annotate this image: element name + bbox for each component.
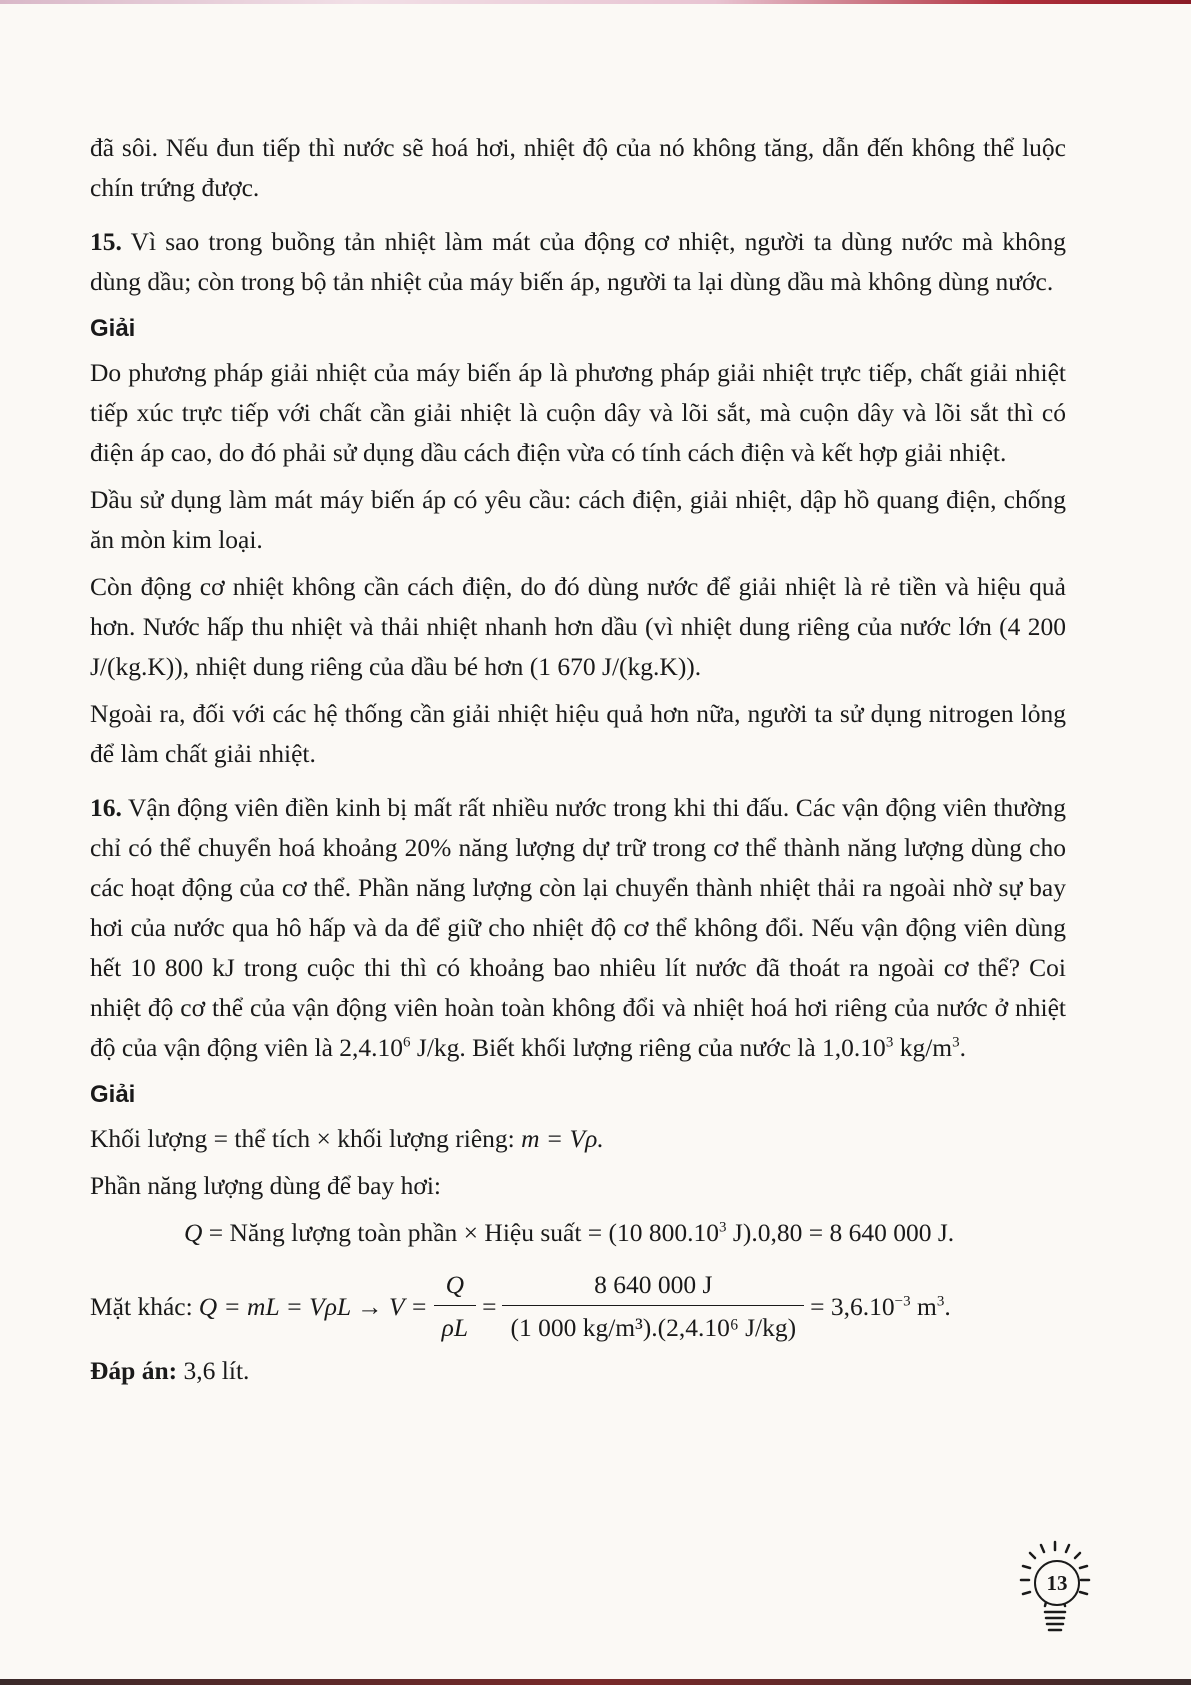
question-16 bbox=[90, 788, 1066, 1068]
exponent: 6 bbox=[403, 1034, 411, 1051]
eq1-body: = Năng lượng toàn phần × Hiệu suất = (10 800.10 bbox=[202, 1218, 720, 1247]
q15-paragraph: Ngoài ra, đối với các hệ thống cần giải nhiệt hiệu quả hơn nữa, người ta sử dụng nitrogen lỏng để làm chất giải nhiệt. bbox=[90, 699, 1066, 768]
question-15-number: 15. bbox=[90, 227, 122, 256]
eq1-lhs: Q bbox=[184, 1218, 203, 1247]
eq2-result bbox=[810, 1287, 951, 1327]
result-unit: m bbox=[910, 1292, 937, 1321]
question-15-text: Vì sao trong buồng tản nhiệt làm mát của động cơ nhiệt, người ta dùng nước mà không dùng dầu; còn trong bộ tản nhiệt của máy biến áp, người ta lại dùng dầu mà không dùng nước. bbox=[90, 227, 1066, 296]
answer-label: Đáp án: bbox=[90, 1356, 178, 1385]
eq1-tail: J).0,80 = 8 640 000 J. bbox=[726, 1218, 955, 1247]
fraction-numerator: Q bbox=[445, 1269, 465, 1299]
equation-energy bbox=[90, 1213, 1066, 1253]
fraction-denominator: ρL bbox=[434, 1305, 476, 1346]
top-decorative-strip bbox=[0, 0, 1191, 4]
question-16-text-mid: J/kg. Biết khối lượng riêng của nước là 1,0.10 bbox=[410, 1033, 886, 1062]
answer-line bbox=[90, 1351, 1066, 1391]
exponent: 3 bbox=[719, 1219, 727, 1236]
question-16-tail: . bbox=[959, 1033, 966, 1062]
result-end: . bbox=[944, 1292, 951, 1321]
energy-intro: Phần năng lượng dùng để bay hơi: bbox=[90, 1171, 441, 1200]
eq2-chain: Q = mL = VρL → V = bbox=[198, 1292, 428, 1321]
exponent: 3 bbox=[885, 1034, 894, 1051]
fraction-numeric bbox=[502, 1269, 804, 1346]
answer-value: 3,6 lít. bbox=[177, 1356, 250, 1385]
q15-paragraph: Do phương pháp giải nhiệt của máy biến áp là phương pháp giải nhiệt trực tiếp, chất giải nhiệt tiếp xúc trực tiếp với chất cần giải nhiệt là cuộn dây và lõi sắt, mà cuộn dây và lõi sắt thì có điện áp cao, do đó phải sử dụng dầu cách điện vừa có tính cách điện và kết hợp giải nhiệt. bbox=[90, 358, 1066, 467]
exponent: −3 bbox=[894, 1293, 911, 1310]
q15-solve-label: Giải bbox=[90, 315, 136, 342]
fraction-q-over-rhol bbox=[434, 1269, 476, 1346]
mass-text: Khối lượng = thể tích × khối lượng riêng: bbox=[90, 1124, 522, 1153]
q15-paragraph: Dầu sử dụng làm mát máy biến áp có yêu cầu: cách điện, giải nhiệt, dập hồ quang điện, chống ăn mòn kim loại. bbox=[90, 485, 1066, 554]
page-number: 13 bbox=[1034, 1560, 1080, 1606]
bottom-decorative-strip bbox=[0, 1679, 1191, 1685]
mass-formula-line bbox=[90, 1119, 1066, 1159]
question-15 bbox=[90, 222, 1066, 302]
question-16-unit: kg/m bbox=[893, 1033, 953, 1062]
equals-sign: = bbox=[482, 1292, 497, 1321]
exponent: 3 bbox=[936, 1293, 945, 1310]
eq2-prefix: Mặt khác: bbox=[90, 1292, 193, 1321]
question-16-number: 16. bbox=[90, 793, 122, 822]
q16-solve-label: Giải bbox=[90, 1081, 136, 1108]
page-content bbox=[90, 128, 1066, 1398]
exponent: 3 bbox=[952, 1034, 960, 1051]
continuation-text: đã sôi. Nếu đun tiếp thì nước sẽ hoá hơi, nhiệt độ của nó không tăng, dẫn đến không thể luộc chín trứng được. bbox=[90, 133, 1066, 202]
fraction-denominator: (1 000 kg/m³).(2,4.10⁶ J/kg) bbox=[502, 1305, 804, 1346]
fraction-numerator: 8 640 000 J bbox=[594, 1269, 713, 1299]
question-16-text: Vận động viên điền kinh bị mất rất nhiều nước trong khi thi đấu. Các vận động viên thường chỉ có thể chuyển hoá khoảng 20% năng lượng dự trữ trong cơ thể thành năng lượng dùng cho các hoạt động của cơ thể. Phần năng lượng còn lại chuyển thành nhiệt thải ra ngoài nhờ sự bay hơi của nước qua hô hấp và da để giữ cho nhiệt độ cơ thể không đổi. Nếu vận động viên dùng hết 10 800 kJ trong cuộc thi thì có khoảng bao nhiêu lít nước đã thoát ra ngoài cơ thể? Coi nhiệt độ cơ thể của vận động viên hoàn toàn không đổi và nhiệt hoá hơi riêng của nước ở nhiệt độ của vận động viên là 2,4.10 bbox=[90, 793, 1066, 1062]
q15-paragraph: Còn động cơ nhiệt không cần cách điện, do đó dùng nước để giải nhiệt là rẻ tiền và hiệu quả hơn. Nước hấp thu nhiệt và thải nhiệt nhanh hơn dầu (vì nhiệt dung riêng của nước lớn (4 200 J/(kg.K)), nhiệt dung riêng của dầu bé hơn (1 670 J/(kg.K)). bbox=[90, 572, 1066, 681]
result-value: = 3,6.10 bbox=[810, 1292, 895, 1321]
equation-volume bbox=[90, 1265, 1066, 1349]
mass-formula: m = Vρ. bbox=[521, 1124, 604, 1153]
